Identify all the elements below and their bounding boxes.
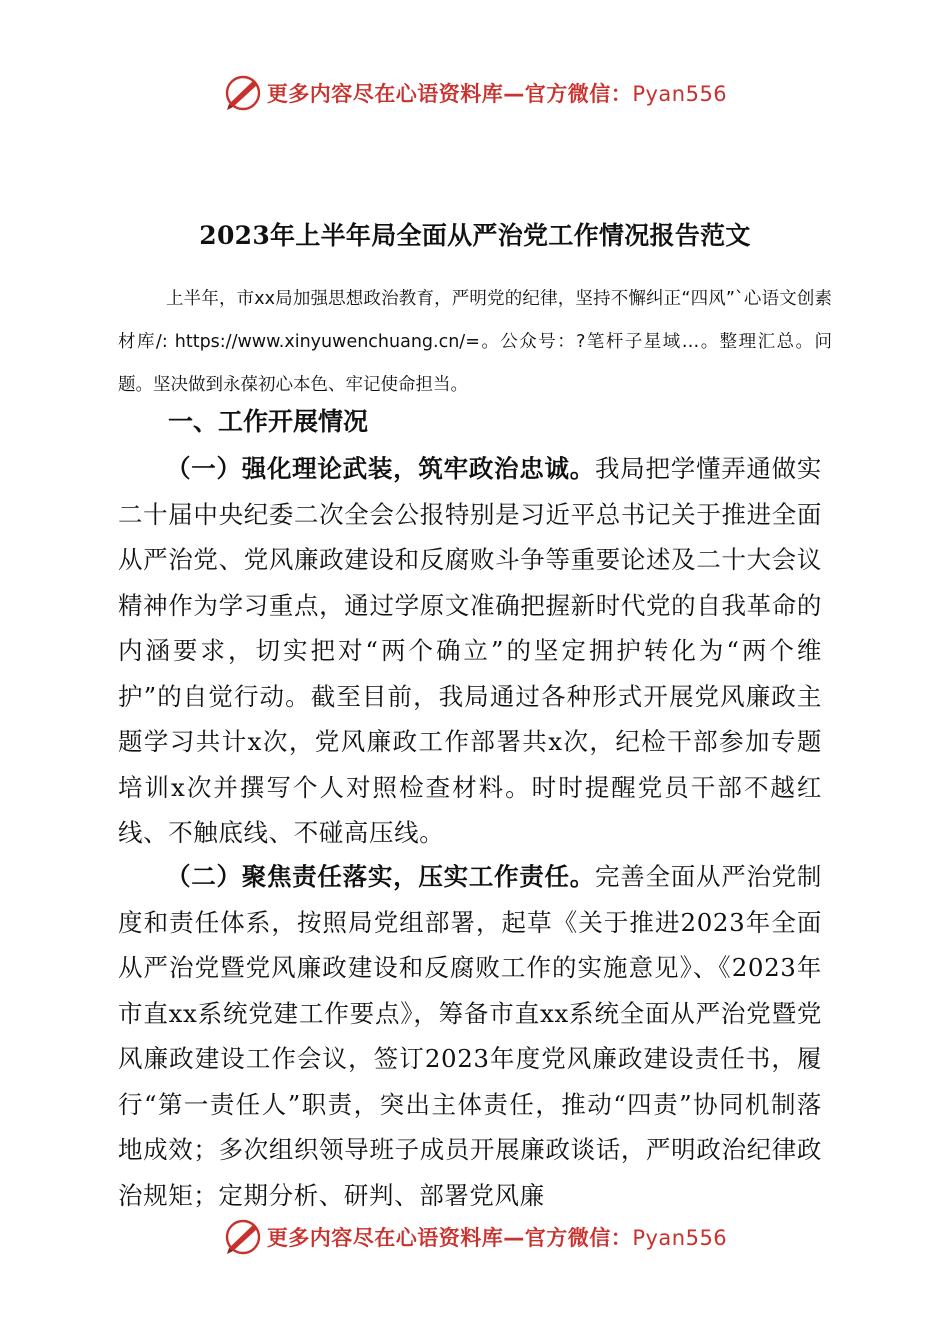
watermark-text: 更多内容尽在心语资料库—官方微信：Pyan556 — [266, 1226, 728, 1250]
watermark-banner-bottom — [0, 1214, 950, 1260]
watermark-banner-top — [0, 70, 950, 116]
pen-logo-icon — [223, 1217, 263, 1257]
section-heading: 一、工作开展情况 — [168, 407, 369, 436]
watermark-text: 更多内容尽在心语资料库—官方微信：Pyan556 — [266, 82, 728, 106]
pen-logo-icon — [223, 73, 263, 113]
paragraph-1-heading: （一）强化理论武装，筑牢政治忠诚。 — [166, 454, 596, 483]
intro-paragraph: 上半年，市xx局加强思想政治教育，严明党的纪律，坚持不懈纠正“四风”`心语文创素材库/: https://www.xinyuwenchuang.cn/=。公众号：?笔杆子星域…。整理汇总。问题。坚决做到永葆初心本色、牢记使命担当。 — [118, 289, 832, 395]
paragraph-2-body: 完善全面从严治党制度和责任体系，按照局党组部署，起草《关于推进2023年全面从严治党暨党风廉政建设和反腐败工作的实施意见》、《2023年市直xx系统党建工作要点》，筹备市直xx系统全面从严治党暨党风廉政建设工作会议，签订2023年度党风廉政建设责任书，履行“第一责任人”职责，突出主体责任，推动“四责”协同机制落地成效；多次组织领导班子成员开展廉政谈话，严明政治纪律政治规矩；定期分析、研判、部署党风廉 — [118, 862, 822, 1210]
paragraph-1-body: 我局把学懂弄通做实二十届中央纪委二次全会公报特别是习近平总书记关于推进全面从严治党、党风廉政建设和反腐败斗争等重要论述及二十大会议精神作为学习重点，通过学原文准确把握新时代党的自我革命的内涵要求，切实把对“两个确立”的坚定拥护转化为“两个维护”的自觉行动。截至目前，我局通过各种形式开展党风廉政主题学习共计x次，党风廉政工作部署共x次，纪检干部参加专题培训x次并撰写个人对照检查材料。时时提醒党员干部不越红线、不触底线、不碰高压线。 — [118, 454, 822, 847]
paragraph-2 — [118, 854, 822, 1218]
paragraph-2-heading: （二）聚焦责任落实，压实工作责任。 — [166, 862, 596, 891]
paragraph-1 — [118, 446, 822, 856]
document-title: 2023年上半年局全面从严治党工作情况报告范文 — [199, 221, 751, 250]
